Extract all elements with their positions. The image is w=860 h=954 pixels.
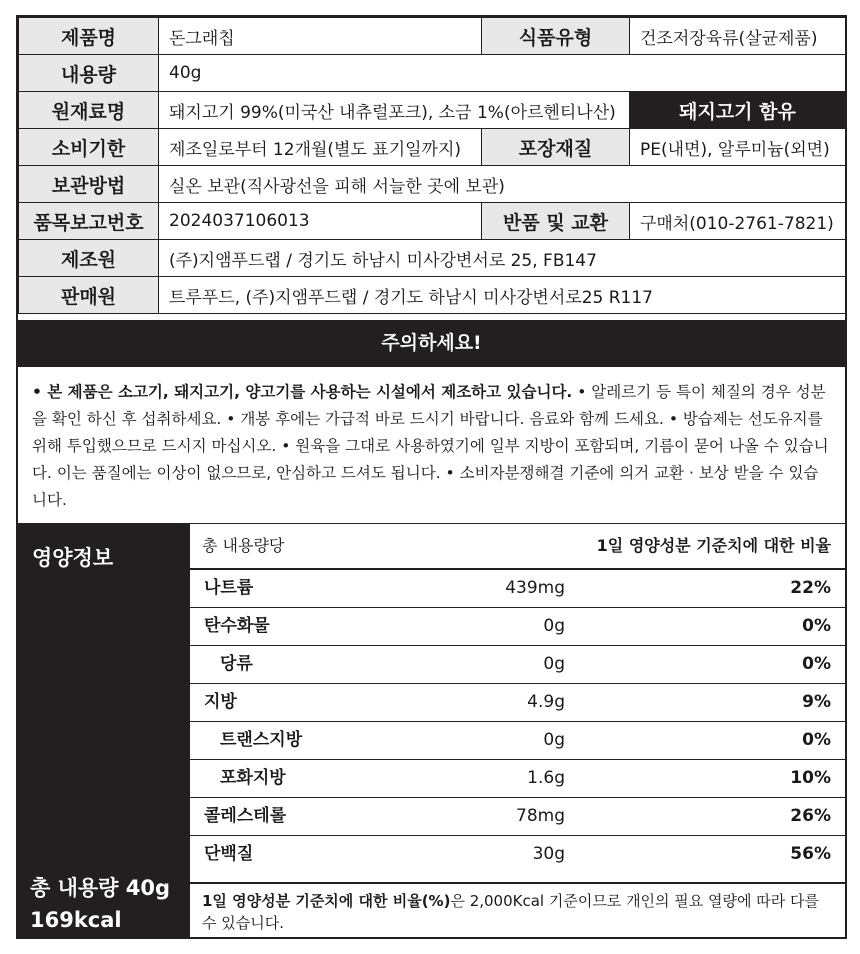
volume-label: 내용량 (19, 55, 159, 92)
food-type-value: 건조저장육류(살균제품) (630, 18, 846, 55)
ingredients-label: 원재료명 (19, 92, 159, 129)
report-no-value: 2024037106013 (159, 203, 482, 240)
nutrient-amount: 0g (543, 654, 565, 674)
nutrient-name: 당류 (220, 654, 253, 674)
row-volume (19, 55, 846, 92)
nutrition-header-left: 총 내용량당 (202, 536, 285, 555)
product-info-table (18, 17, 846, 314)
nutrition-table (190, 524, 845, 939)
return-value: 구매처(010-2761-7821) (630, 203, 846, 240)
row-manufacturer (19, 240, 846, 277)
nutrient-percent: 56% (790, 844, 831, 864)
packaging-label: 포장재질 (482, 129, 630, 166)
expiry-value: 제조일로부터 12개월(별도 표기일까지) (159, 129, 482, 166)
nutrient-name: 단백질 (204, 844, 254, 864)
nutrient-name: 나트륨 (204, 578, 254, 598)
storage-value: 실온 보관(직사광선을 피해 서늘한 곳에 보관) (159, 166, 846, 203)
manufacturer-label: 제조원 (19, 240, 159, 277)
nutrient-name: 콜레스테롤 (204, 806, 287, 826)
nutrient-name: 포화지방 (220, 768, 286, 788)
row-seller (19, 277, 846, 314)
row-ingredients (19, 92, 846, 129)
nutrition-total-kcal: 169kcal (30, 908, 122, 932)
nutrient-name: 트랜스지방 (220, 730, 303, 750)
nutrient-percent: 22% (790, 578, 831, 598)
nutrient-row-trans-fat (190, 722, 845, 760)
nutrient-amount: 78mg (516, 806, 565, 826)
nutrition-footnote (190, 882, 845, 939)
nutrient-percent: 0% (802, 730, 831, 750)
nutrient-amount: 439mg (505, 578, 565, 598)
storage-label: 보관방법 (19, 166, 159, 203)
nutrient-amount: 1.6g (527, 768, 565, 788)
row-expiry (19, 129, 846, 166)
seller-value: 트루푸드, (주)지앰푸드랩 / 경기도 하남시 미사강변서로25 R117 (159, 277, 846, 314)
nutrient-row-cholesterol (190, 798, 845, 836)
nutrient-amount: 0g (543, 730, 565, 750)
food-type-label: 식품유형 (482, 18, 630, 55)
nutrient-percent: 10% (790, 768, 831, 788)
nutrient-percent: 9% (802, 692, 831, 712)
nutrition-header (190, 524, 845, 570)
caution-bold-text: • 본 제품은 소고기, 돼지고기, 양고기를 사용하는 시설에서 제조하고 있습니다. (32, 383, 573, 401)
nutrient-row-saturated-fat (190, 760, 845, 798)
row-report-no (19, 203, 846, 240)
nutrient-row-fat (190, 684, 845, 722)
nutrition-footnote-bold: 1일 영양성분 기준치에 대한 비율(%) (202, 892, 451, 910)
nutrient-percent: 0% (802, 616, 831, 636)
caution-title: 주의하세요! (18, 320, 845, 367)
volume-value: 40g (159, 55, 846, 92)
product-name-value: 돈그래칩 (159, 18, 482, 55)
product-name-label: 제품명 (19, 18, 159, 55)
nutrition-footnote-text: 은 2,000Kcal 기준이므로 개인의 필요 열량에 따라 다를 수 있습니다. (202, 892, 820, 932)
expiry-label: 소비기한 (19, 129, 159, 166)
seller-label: 판매원 (19, 277, 159, 314)
nutrient-name: 탄수화물 (204, 616, 270, 636)
nutrition-title: 영양정보 (32, 546, 114, 570)
nutrition-total-volume: 총 내용량 40g (30, 876, 171, 900)
nutrient-name: 지방 (204, 692, 237, 712)
nutrient-row-sodium (190, 570, 845, 608)
nutrient-row-sugars (190, 646, 845, 684)
caution-text (18, 367, 845, 524)
allergen-badge: 돼지고기 함유 (630, 92, 846, 129)
row-product-name (19, 18, 846, 55)
ingredients-value: 돼지고기 99%(미국산 내츄럴포크), 소금 1%(아르헨티나산) (159, 92, 630, 129)
packaging-value: PE(내면), 알루미늄(외면) (630, 129, 846, 166)
return-label: 반품 및 교환 (482, 203, 630, 240)
caution-body-text: • 알레르기 등 특이 체질의 경우 성분을 확인 하신 후 섭취하세요. • 개봉 후에는 가급적 바로 드시기 바랍니다. 음료와 함께 드세요. • 방습제는 선도유지를 위해 투입했으므로 드시지 마십시오. • 원육을 그대로 사용하였기에 일부 지방이 포함되며, 기름이 묻어 나올 수 있습니다. 이는 품질에는 이상이 없으므로, 안심하고 드셔도 됩니다. • 소비자분쟁해결 기준에 의거 교환 · 보상 받을 수 있습니다. (32, 383, 829, 509)
nutrition-sidebar (18, 524, 190, 939)
food-label (16, 15, 847, 939)
row-storage (19, 166, 846, 203)
nutrient-percent: 0% (802, 654, 831, 674)
nutrition-header-right: 1일 영양성분 기준치에 대한 비율 (596, 536, 831, 555)
nutrient-amount: 30g (532, 844, 565, 864)
report-no-label: 품목보고번호 (19, 203, 159, 240)
nutrition-total (30, 872, 170, 936)
nutrient-percent: 26% (790, 806, 831, 826)
nutrient-amount: 4.9g (527, 692, 565, 712)
nutrient-row-protein (190, 836, 845, 873)
nutrient-amount: 0g (543, 616, 565, 636)
nutrient-row-carbohydrate (190, 608, 845, 646)
manufacturer-value: (주)지앰푸드랩 / 경기도 하남시 미사강변서로 25, FB147 (159, 240, 846, 277)
